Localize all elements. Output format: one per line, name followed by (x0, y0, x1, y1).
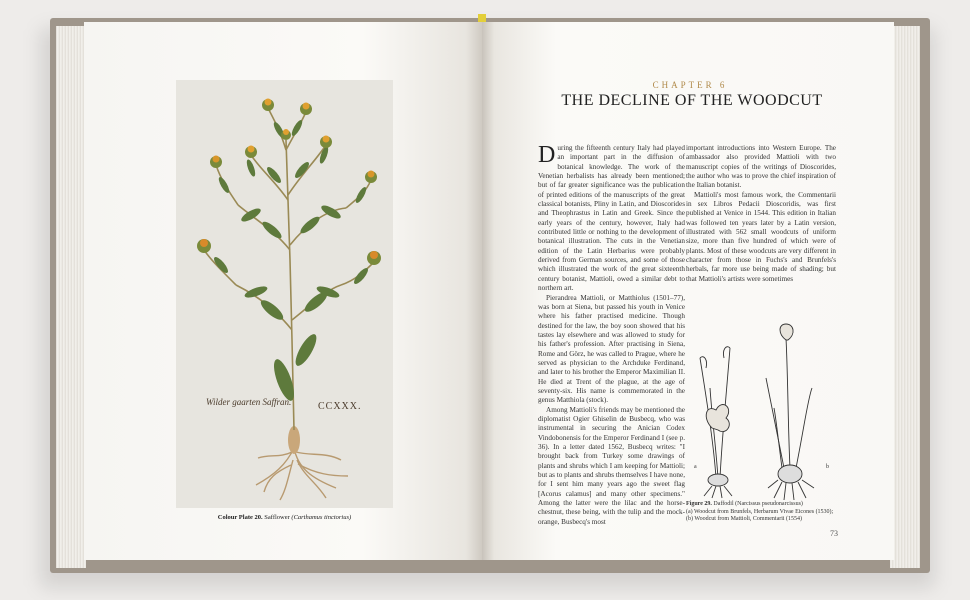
plant-roots (256, 448, 348, 500)
figure-b-letter: b (826, 464, 829, 470)
colour-plate (176, 80, 393, 508)
text-column-left (538, 144, 685, 527)
figure-line-a: (a) Woodcut from Brunfels, Herbarum Vivae Eicones (1530); (686, 508, 834, 515)
chapter-title: THE DECLINE OF THE WOODCUT (561, 92, 823, 109)
paragraph: Among Mattioli's friends may be mentioned the diplomatist Ogier Ghiselin de Busbecq, who was instrumental in securing the Anician Codex Vindobonensis for the Emperor Ferdinand I (see p. 36). In a letter dated 1562, Busbecq writes: "I brought back from Turkey some drawings of plants and shrubs which I am keeping for Mattioli; but as to plants and shrubs themselves I have none, for I sent him many years ago the sweet flag [Acorus calamus] and many other specimens." Among the latter were the lilac and the horse-chestnut, these being, with the tulip and the mock-orange, Busbecq's most (538, 405, 685, 526)
daffodil-woodcuts (686, 318, 836, 502)
safflower-illustration (176, 80, 393, 508)
plant-root-crown (288, 426, 300, 454)
plate-caption-label: Colour Plate 20. (217, 514, 263, 521)
figure-label: Figure 29. (686, 501, 712, 507)
chapter-label: CHAPTER 6 (652, 80, 728, 90)
paragraph: During the fifteenth century Italy had played an important part in the diffusion of botanical knowledge. The work of the Venetian herbalists has already been mentioned; but of far greater significance was the publication of printed editions of the manuscripts of the great classical botanists, Pliny in Latin, and Dioscorides and Theophrastus in Latin and Greek. Since the early years of the century, however, Italy had contributed little or nothing to the development of botanical illustration. The cuts in the Venetian edition of the Latin Herbarius were probably derived from German sources, and some of those which illustrated the work of the great sixteenth century botanist, Mattioli, owed a similar debt to northern art. (538, 142, 685, 293)
figure-caption (686, 501, 836, 524)
page-edges-left (56, 26, 86, 568)
page-number: 73 (830, 529, 838, 538)
right-page (482, 22, 894, 560)
page-edges-right (890, 26, 920, 568)
drop-cap: D (538, 142, 556, 168)
text-column-right (686, 144, 836, 284)
woodcut-b (766, 324, 814, 500)
plate-caption-latin: (Carthamus tinctorius) (291, 514, 352, 521)
figure-title: Daffodil (Narcissus pseudonarcissus) (713, 501, 803, 507)
figure-line-b: (b) Woodcut from Mattioli, Commentarii (1554) (686, 516, 803, 522)
plate-caption-text: Safflower (264, 514, 290, 521)
paragraph: Pierandrea Mattioli, or Matthiolus (1501–77), was born at Siena, but passed his youth in Venice where his father practised medicine. Though destined for the law, the boy soon showed that his tastes lay elsewhere and was allowed to study for his father's profession. After practising in Siena, Rome and Görz, he was called to Prague, where he served as physician to the Archduke Ferdinand, and later to his brother the Emperor Maximilian II. He died at Trent of the plague, at the age of seventy-six. His name is commemorated in the genus Matthiola (stock). (538, 293, 685, 405)
woodcut-a (700, 347, 732, 498)
plate-inscription: Wilder gaarten Saffran. (206, 397, 292, 407)
plant-leaves (212, 119, 370, 403)
figure-daffodil (686, 318, 836, 502)
plate-numeral: CCXXX. (318, 401, 362, 412)
paragraph: important introductions into Western Europe. The ambassador also provided Mattioli with two manuscript copies of the writings of Dioscorides, the author who was to prove the chief inspiration of the Italian botanist. (686, 144, 836, 190)
paragraph: Mattioli's most famous work, the Commentarii in sex Libros Pedacii Dioscoridis, was first published at Venice in 1544. This edition in Italian was followed ten years later by a Latin version, illustrated with 562 small woodcuts of uniform size, more than five hundred of which were of plants. Most of these woodcuts are very different in character from those in Fuchs's and Brunfels's herbals, far more use being made of shading; but that Mattioli's artists were sometimes (686, 190, 836, 283)
figure-a-letter: a (694, 464, 697, 470)
left-page (84, 22, 482, 560)
plate-caption (176, 514, 393, 521)
